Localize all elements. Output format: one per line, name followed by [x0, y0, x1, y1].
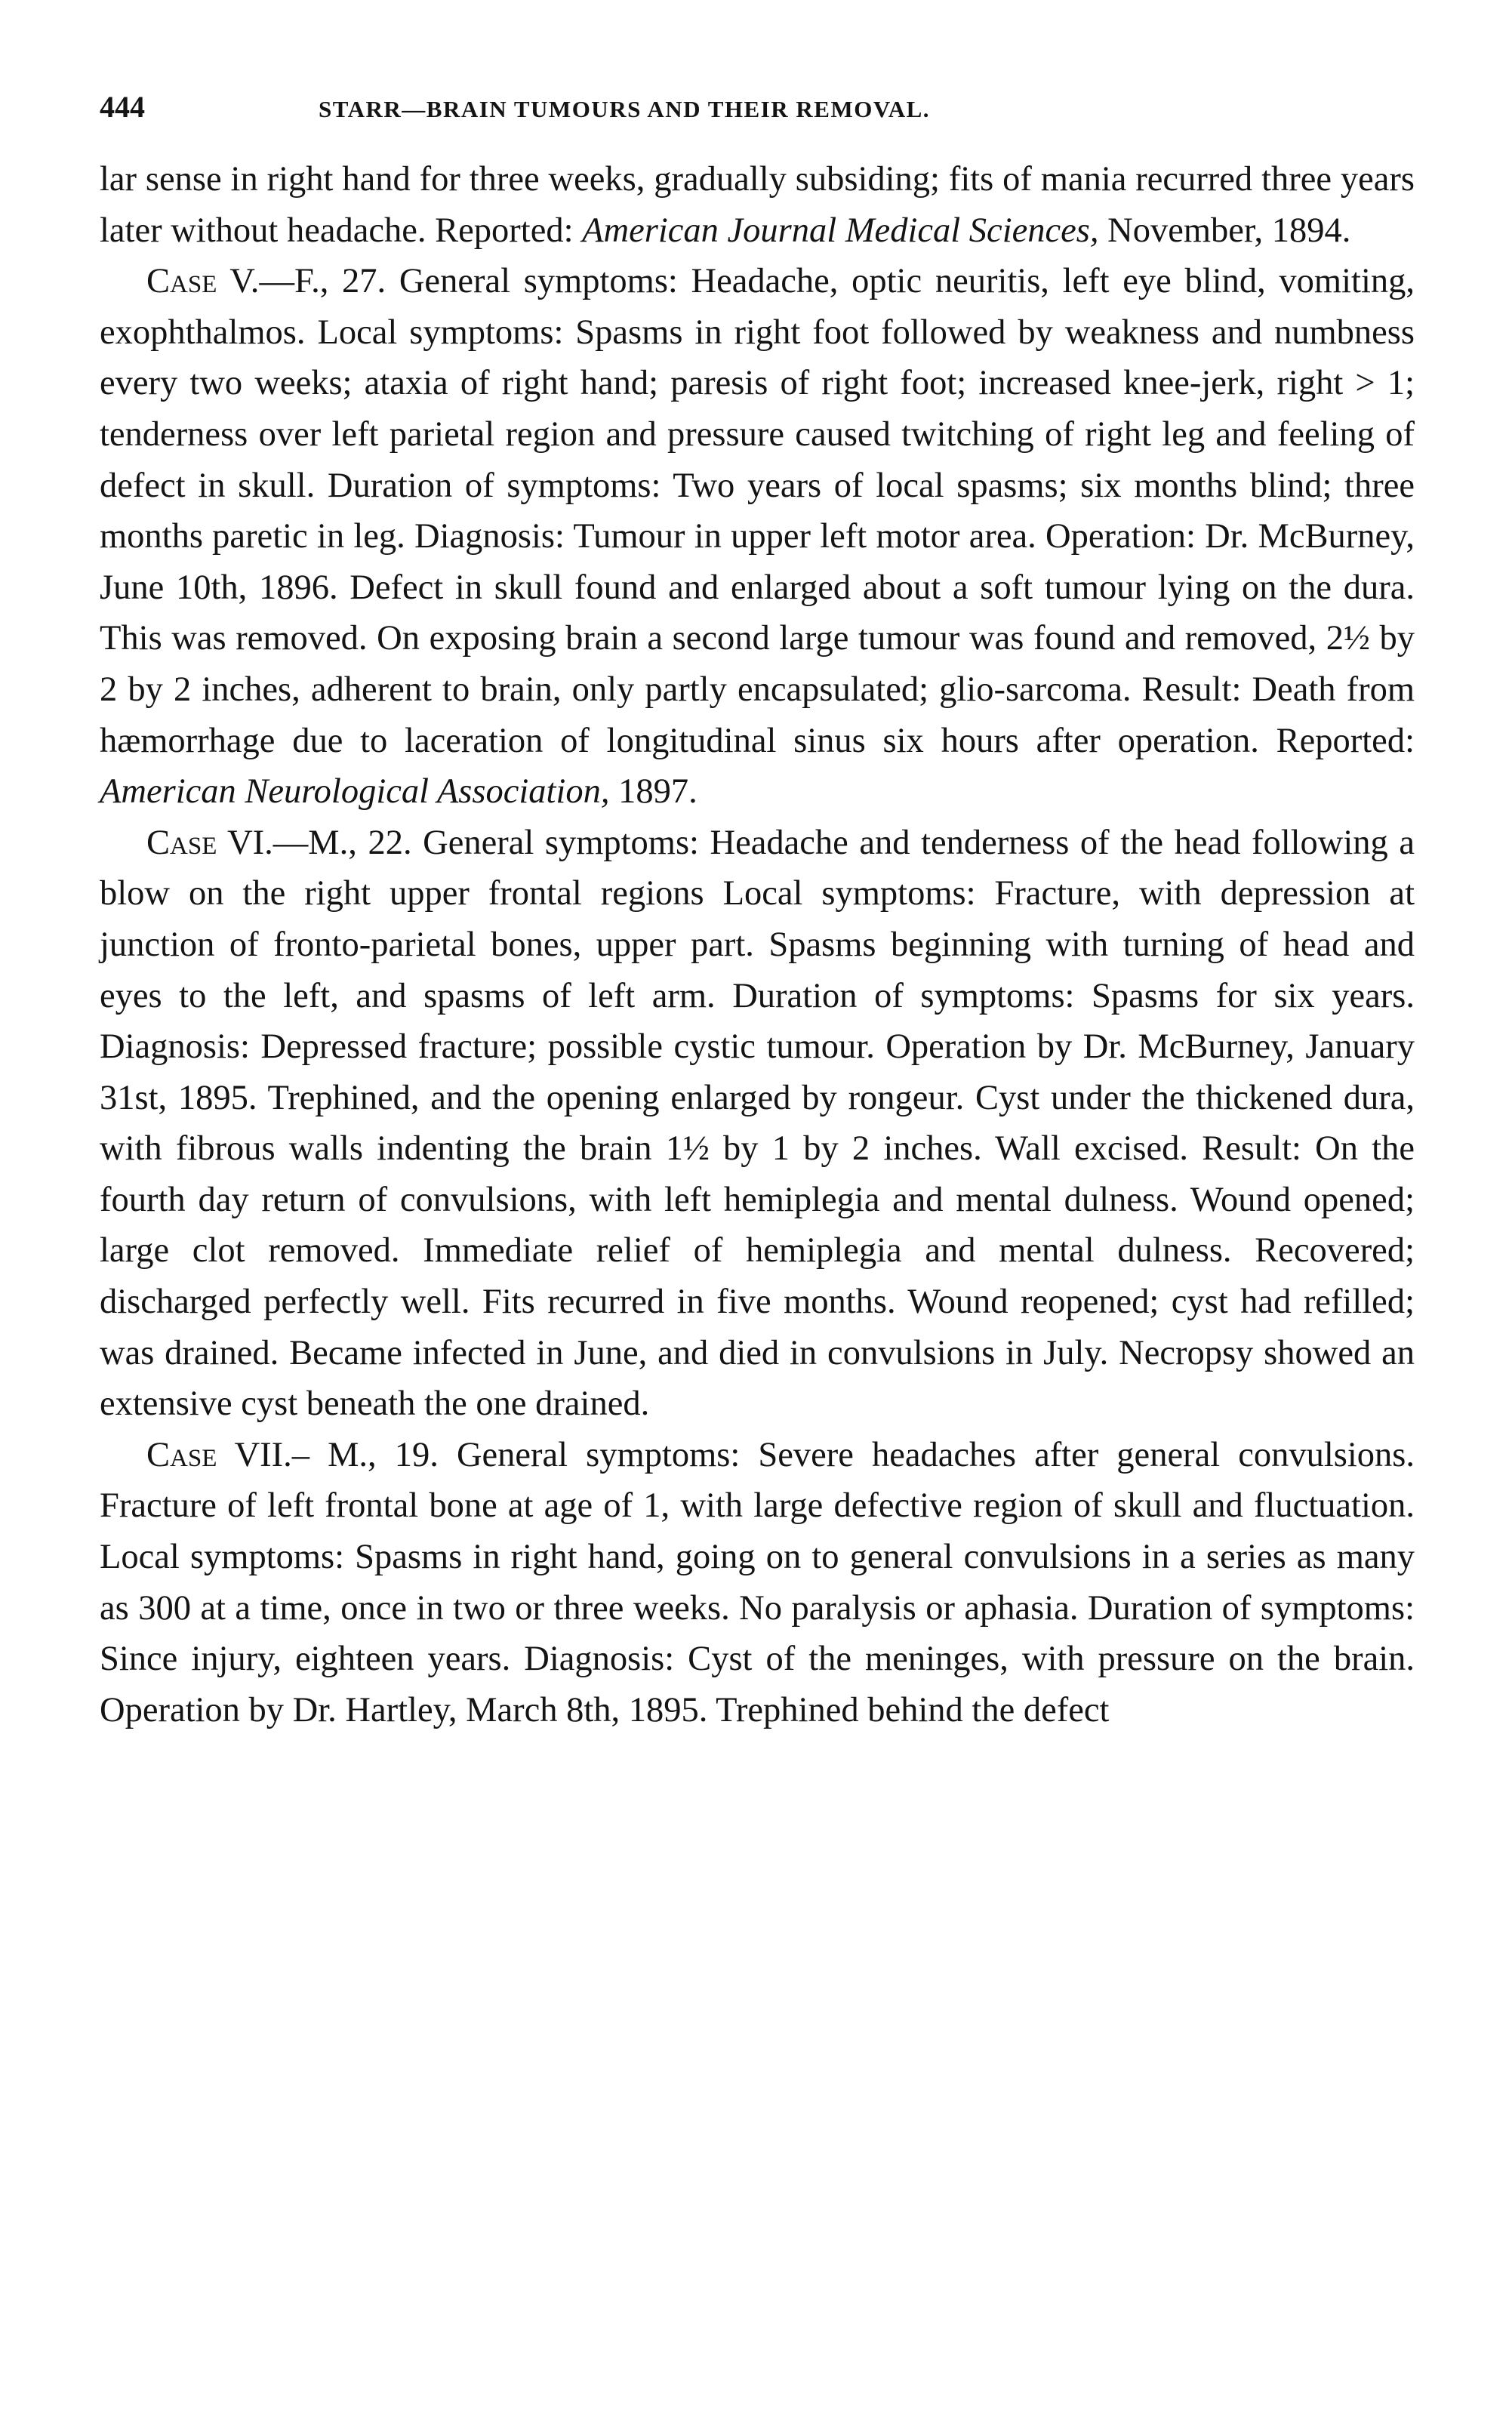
case-vii-label: Case VII. [146, 1435, 292, 1474]
case-iv-journal: American Journal Medical Sciences, [582, 211, 1099, 250]
case-iv-date: November, 1894. [1098, 211, 1351, 250]
case-v-label: Case V. [146, 262, 260, 301]
case-iv-text: lar sense in right hand for three weeks, gradually subsiding; fits of mania recurred three years later without headache. Reported: [100, 160, 1415, 250]
page-number: 444 [100, 90, 145, 124]
running-title: STARR—BRAIN TUMOURS AND THEIR REMOVAL. [319, 96, 931, 122]
case-v-paragraph [100, 256, 1415, 818]
case-vi-label: Case VI. [146, 823, 273, 862]
running-head [100, 89, 1415, 134]
case-vi-paragraph [100, 818, 1415, 1430]
case-vi-text: —M., 22. General symptoms: Headache and tenderness of the head following a blow on the right upper frontal regions Local symptoms: Fracture, with depression at junction of fronto-parietal bones, upper part. Spasms beginning with turning of head and eyes to the left, and spasms of left arm. Duration of symptoms: Spasms for six years. Diagnosis: Depressed fracture; possible cystic tumour. Operation by Dr. McBurney, January 31st, 1895. Trephined, and the opening enlarged by rongeur. Cyst under the thickened dura, with fibrous walls indenting the brain 1½ by 1 by 2 inches. Wall excised. Result: On the fourth day return of convulsions, with left hemiplegia and mental dulness. Wound opened; large clot removed. Immediate relief of hemiplegia and mental dulness. Recovered; discharged perfectly well. Fits recurred in five months. Wound reopened; cyst had refilled; was drained. Became infected in June, and died in convulsions in July. Necropsy showed an extensive cyst beneath the one drained. [100, 823, 1415, 1424]
case-vii-text: – M., 19. General symptoms: Severe headaches after general convulsions. Fracture of left frontal bone at age of 1, with large defective region of skull and fluctuation. Local symptoms: Spasms in right hand, going on to general convulsions in a series as many as 300 at a time, once in two or three weeks. No paralysis or aphasia. Duration of symptoms: Since injury, eighteen years. Diagnosis: Cyst of the meninges, with pressure on the brain. Operation by Dr. Hartley, March 8th, 1895. Trephined behind the defect [100, 1435, 1415, 1729]
case-v-journal: American Neurological Association, [100, 772, 610, 812]
case-vii-paragraph [100, 1430, 1415, 1736]
case-v-date: 1897. [609, 772, 697, 812]
case-iv-continuation [100, 154, 1415, 256]
book-page [100, 89, 1415, 1736]
case-v-text: —F., 27. General symptoms: Headache, optic neuritis, left eye blind, vomiting, exophthalmos. Local symptoms: Spasms in right foot followed by weakness and numbness every two weeks; ataxia of right hand; paresis of right foot; increased knee-jerk, right > 1; tenderness over left parietal region and pressure caused twitching of right leg and feeling of defect in skull. Duration of symptoms: Two years of local spasms; six months blind; three months paretic in leg. Diagnosis: Tumour in upper left motor area. Operation: Dr. McBurney, June 10th, 1896. Defect in skull found and enlarged about a soft tumour lying on the dura. This was removed. On exposing brain a second large tumour was found and removed, 2½ by 2 by 2 inches, adherent to brain, only partly encapsulated; glio-sarcoma. Result: Death from hæmorrhage due to laceration of longitudinal sinus six hours after operation. Reported: [100, 262, 1415, 760]
